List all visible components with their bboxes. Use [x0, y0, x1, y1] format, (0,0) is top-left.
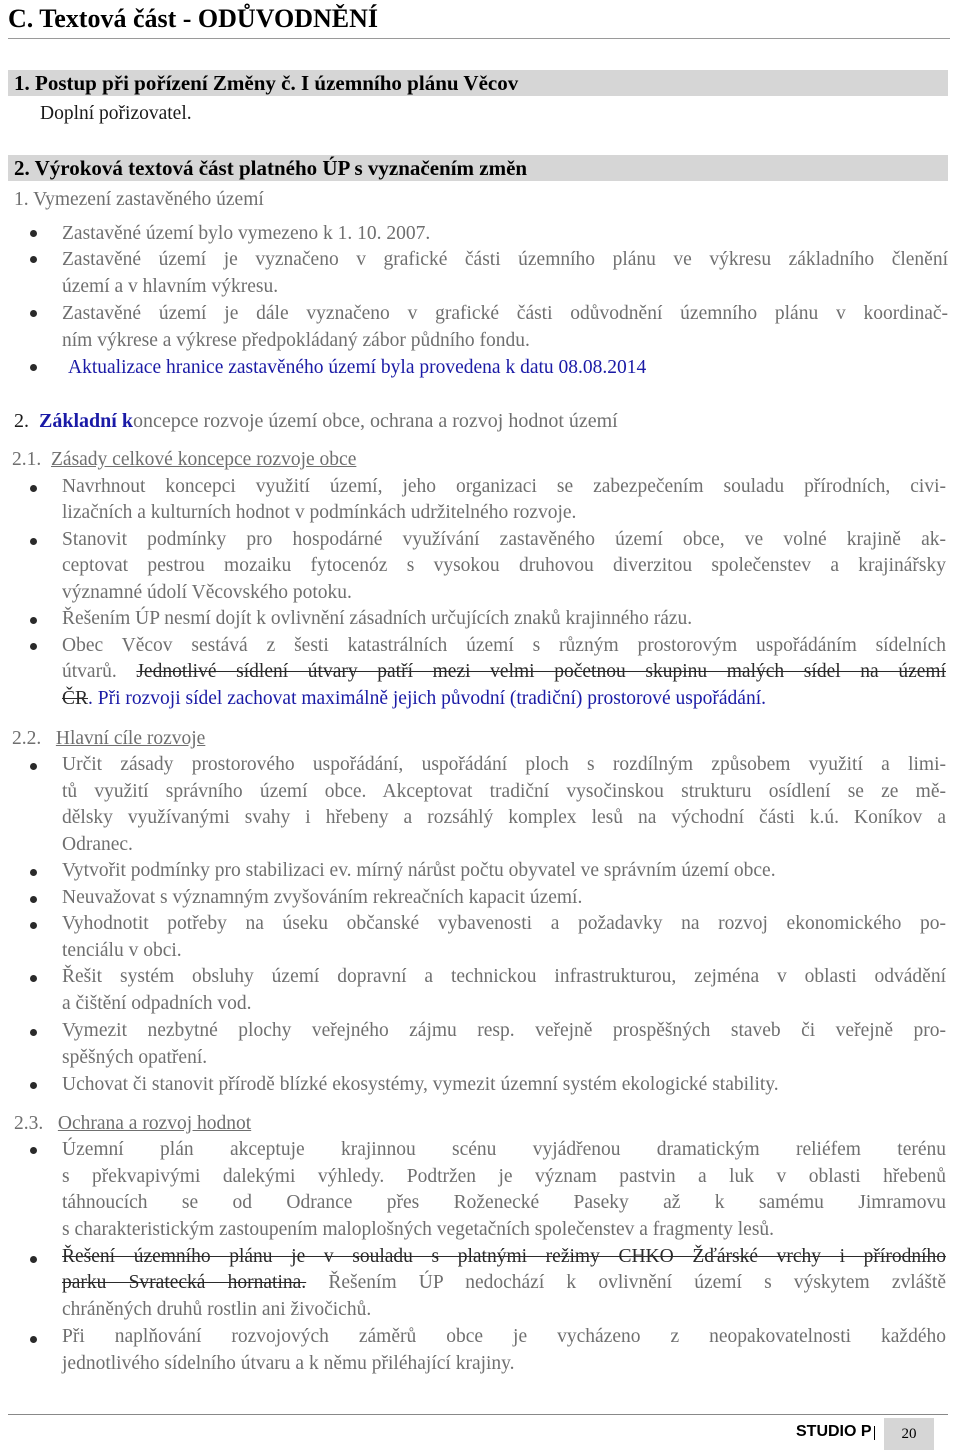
list-item-continued: ním výkrese a výkrese předpokládaný zábor půdního fondu. — [62, 330, 530, 351]
list-item: Uchovat či stanovit přírodě blízké ekosystémy, vymezit územní systém ekologické stability. — [62, 1074, 779, 1095]
bullet — [30, 1336, 37, 1343]
list-item: Řešit systém obsluhy území dopravní a technickou infrastrukturou, zejména v oblasti odvádění — [62, 966, 946, 987]
page-number: 20 — [884, 1418, 934, 1450]
subsection-2-heading: 2. Základní koncepce rozvoje území obce, ochrana a rozvoj hodnot území — [14, 410, 618, 432]
list-item: Stanovit podmínky pro hospodárné využívání zastavěného území obce, ve volné krajině ak- — [62, 529, 946, 550]
bullet — [30, 310, 37, 317]
list-item: Neuvažovat s významným zvyšováním rekreačních kapacit území. — [62, 887, 583, 908]
list-item-continued: Odranec. — [62, 834, 133, 855]
footer-divider — [8, 1414, 948, 1415]
list-item: Vymezit nezbytné plochy veřejného zájmu resp. veřejně prospěšných staveb či veřejně pro- — [62, 1020, 946, 1041]
bullet — [30, 364, 37, 371]
list-item: Územní plán akceptuje krajinnou scénu vyjádřenou dramatickým reliéfem terénu — [62, 1139, 946, 1160]
list-item-continued: jednotlivého sídelního útvaru a k němu přiléhající krajiny. — [62, 1353, 515, 1374]
section-2-3-heading: 2.3. Ochrana a rozvoj hodnot — [14, 1113, 252, 1134]
title-divider — [8, 38, 950, 39]
list-item-continued: s překvapivými dalekými výhledy. Podtržen je význam pastvin a luk v oblasti hřebenů — [62, 1166, 946, 1187]
bullet — [30, 1147, 37, 1154]
list-item-continued: tenciálu v obci. — [62, 940, 182, 961]
list-item-continued: tů využití správního území obce. Akceptovat tradiční vysočinskou strukturu osídlení se ze mě- — [62, 781, 946, 802]
list-item-update: Aktualizace hranice zastavěného území byla provedena k datu 08.08.2014 — [68, 357, 647, 378]
subsection-1-heading: 1. Vymezení zastavěného území — [14, 189, 264, 210]
list-item-continued: a čištění odpadních vod. — [62, 993, 252, 1014]
list-item-continued: s charakteristickým zastoupením maloplošných vegetačních společenstev a fragmenty lesů. — [62, 1219, 775, 1240]
list-item: Určit zásady prostorového uspořádání, uspořádání ploch s rozdílným způsobem využití a limi- — [62, 754, 946, 775]
list-item-continued: významné údolí Věcovského potoku. — [62, 582, 352, 603]
list-item-continued: lizačních a kulturních hodnot v podmínkách udržitelného rozvoje. — [62, 502, 577, 523]
list-item-continued: ČR. Při rozvoji sídel zachovat maximálně jejich původní (tradiční) prostorové uspořádání. — [62, 688, 766, 709]
bullet — [30, 617, 37, 624]
list-item-continued: spěšných opatření. — [62, 1047, 208, 1068]
bullet — [30, 922, 37, 929]
section-1-heading: 1. Postup při pořízení Změny č. I územního plánu Věcov — [8, 70, 948, 96]
bullet — [30, 975, 37, 982]
bullet — [30, 485, 37, 492]
list-item-continued: parku Svratecká hornatina. Řešením ÚP nedochází k ovlivnění území s výskytem zvláště — [62, 1272, 947, 1293]
list-item: Navrhnout koncepci využití území, jeho organizaci se zabezpečením souladu přírodních, civi- — [62, 476, 946, 497]
page-title: C. Textová část - ODŮVODNĚNÍ — [8, 4, 378, 33]
list-item-continued: ceptovat pestrou mozaiku fytocenóz s vysokou druhovou diverzitou společenstev a krajinářsky — [62, 555, 946, 576]
list-item: Zastavěné území bylo vymezeno k 1. 10. 2007. — [62, 223, 431, 244]
list-item-continued: dělsky využívanými svahy i hřebeny a rozsáhlý komplex lesů na východní části k.ú. Koníkov a — [62, 807, 946, 828]
list-item: Zastavěné území je dále vyznačeno v grafické části odůvodnění územního plánu v koordinač- — [62, 303, 948, 324]
list-item-continued: táhnoucích se od Odrance přes Roženecké Paseky až k samému Jimramovu — [62, 1192, 946, 1213]
footer-separator — [874, 1426, 875, 1440]
bullet — [30, 230, 37, 237]
list-item: Obec Věcov sestává z šesti katastrálních území s různým prostorovým uspořádáním sídelních — [62, 635, 946, 656]
section-1-text: Doplní pořizovatel. — [40, 103, 192, 124]
bullet — [30, 643, 37, 650]
section-2-1-heading: 2.1. Zásady celkové koncepce rozvoje obce — [12, 449, 357, 470]
list-item-continued: území a v hlavním výkresu. — [62, 276, 279, 297]
footer-studio: STUDIO P — [796, 1423, 872, 1440]
section-2-2-heading: 2.2. Hlavní cíle rozvoje — [12, 728, 206, 749]
bullet — [30, 1256, 37, 1263]
list-item: Vyhodnotit potřeby na úseku občanské vybavenosti a požadavky na rozvoj ekonomického po- — [62, 913, 946, 934]
bullet — [30, 1029, 37, 1036]
list-item: Zastavěné území je vyznačeno v grafické části územního plánu ve výkresu základního členění — [62, 249, 948, 270]
list-item: Vytvořit podmínky pro stabilizaci ev. mírný nárůst počtu obyvatel ve správním území obce. — [62, 860, 776, 881]
list-item: Řešením ÚP nesmí dojít k ovlivnění zásadních určujících znaků krajinného rázu. — [62, 608, 693, 629]
bullet — [30, 763, 37, 770]
bullet — [30, 896, 37, 903]
list-item-deleted: Řešení územního plánu je v souladu s platnými režimy CHKO Žďárské vrchy i přírodního — [62, 1246, 946, 1267]
bullet — [30, 256, 37, 263]
bullet — [30, 869, 37, 876]
list-item-continued: chráněných druhů rostlin ani živočichů. — [62, 1299, 372, 1320]
bullet — [30, 1082, 37, 1089]
bullet — [30, 538, 37, 545]
section-2-heading: 2. Výroková textová část platného ÚP s vyznačením změn — [8, 155, 948, 181]
list-item: Při naplňování rozvojových záměrů obce je vycházeno z neopakovatelnosti každého — [62, 1326, 946, 1347]
list-item-continued: útvarů. Jednotlivé sídlení útvary patří mezi velmi početnou skupinu malých sídel na území — [62, 661, 946, 682]
